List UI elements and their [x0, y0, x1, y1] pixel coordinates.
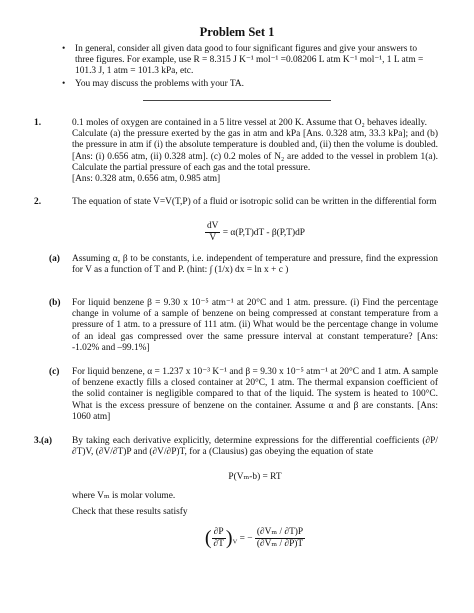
instruction-item — [62, 44, 434, 78]
problem-2b-text: For liquid benzene β = 9.30 x 10⁻⁵ atm⁻¹ at 20°C and 1 atm. pressure. (i) Find the percentage change in volume of a sample of benzene on being compressed at constant temperature from a pressure of 1 atm. to a pressure of 111 atm. (ii) What would be the percentage change in volume of an ideal gas compressed over the same pressure interval at constant temperature? [Ans: -1.02% and –99.1%] — [72, 298, 438, 353]
equation-denominator: V — [209, 233, 217, 244]
equation-fraction — [205, 221, 220, 244]
page-title: Problem Set 1 — [199, 25, 275, 39]
problem-1-body — [72, 118, 438, 185]
identity-lhs-fraction — [212, 527, 226, 550]
problem-1-answer: [Ans: 0.328 atm, 0.656 atm, 0.985 atm] — [72, 174, 221, 185]
section-divider — [143, 100, 331, 101]
identity-rhs-numerator: (∂Vₘ / ∂T)P — [255, 527, 305, 539]
problem-1-statement: 0.1 moles of oxygen are contained in a 5 litre vessel at 200 K. Assume that O₂ behaves ideally. — [72, 118, 427, 128]
instruction-item — [62, 79, 434, 90]
right-paren: ) — [225, 527, 233, 550]
problem-2-intro: The equation of state V=V(T,P) of a fluid or isotropic solid can be written in the differential form — [72, 197, 437, 207]
problem-1-number: 1. — [34, 118, 42, 128]
problem-3a-intro: By taking each derivative explicitly, determine expressions for the differential coefficients (∂P/∂T)V, (∂V/∂T)P and (∂V/∂P)T, for a (Clausius) gas obeying the equation of state — [72, 436, 438, 458]
instructions-list — [62, 44, 434, 91]
problem-3-check: Check that these results satisfy — [72, 507, 188, 517]
problem-2c-label: (c) — [49, 367, 60, 377]
problem-3-where: where Vₘ is molar volume. — [72, 491, 176, 501]
bullet-icon: • — [62, 78, 66, 89]
identity-rhs-fraction — [255, 527, 305, 550]
problem-2-equation — [72, 221, 438, 244]
equation-numerator: dV — [205, 221, 220, 233]
problem-1-questions: Calculate (a) the pressure exerted by the gas in atm and kPa [Ans. 0.328 atm, 33.3 kPa]; and (b) the pressure in atm if (i) the absolute temperature is doubled and, (ii) then the volume is doubled. [Ans: (i) 0.656 atm, (ii) 0.328 atm]. (c) 0.2 moles of N₂ are added to the vessel in problem 1(a). Calculate the partial pressure of each gas and the total pressure. — [72, 129, 438, 173]
problem-2-number: 2. — [34, 197, 42, 207]
identity-lhs-numerator: ∂P — [212, 527, 226, 539]
identity-equals: = − — [239, 533, 253, 544]
identity-lhs-subscript: V — [232, 538, 238, 546]
instruction-text: You may discuss the problems with your TA. — [75, 78, 244, 89]
problem-2b-label: (b) — [49, 298, 61, 308]
instruction-text: In general, consider all given data good to four significant figures and give your answers to three figures. For example, use R = 8.315 J K⁻¹ mol⁻¹ =0.08206 L atm K⁻¹ mol⁻¹, 1 L atm = 101.3 J, 1 atm = 101.3 kPa, etc. — [75, 44, 424, 77]
left-paren: ( — [204, 527, 212, 550]
identity-rhs-denominator: (∂Vₘ / ∂P)T — [256, 539, 304, 550]
problem-3-equation-of-state: P(Vₘ-b) = RT — [228, 472, 282, 482]
equation-rhs: = α(P,T)dT - β(P,T)dP — [222, 227, 306, 238]
bullet-icon: • — [62, 44, 66, 54]
problem-2c-text: For liquid benzene, α = 1.237 x 10⁻³ K⁻¹ and β = 9.30 x 10⁻⁵ atm⁻¹ at 20°C and 1 atm. A sample of benzene exactly fills a closed container at 20°C, 1 atm. The thermal expansion coefficient of the solid container is negligible compared to that of the liquid. The system is heated to 100°C. What is the excess pressure of benzene on the container. Assume α and β are constants. [Ans: 1060 atm] — [72, 367, 438, 422]
identity-lhs-denominator: ∂T — [213, 539, 224, 550]
problem-2a-text: Assuming α, β to be constants, i.e. independent of temperature and pressure, find the expression for V as a function of T and P. (hint: ∫ (1/x) dx = ln x + c ) — [72, 254, 438, 276]
problem-2a-label: (a) — [49, 254, 60, 264]
problem-3-identity — [72, 527, 438, 550]
problem-3a-number: 3.(a) — [34, 436, 52, 446]
